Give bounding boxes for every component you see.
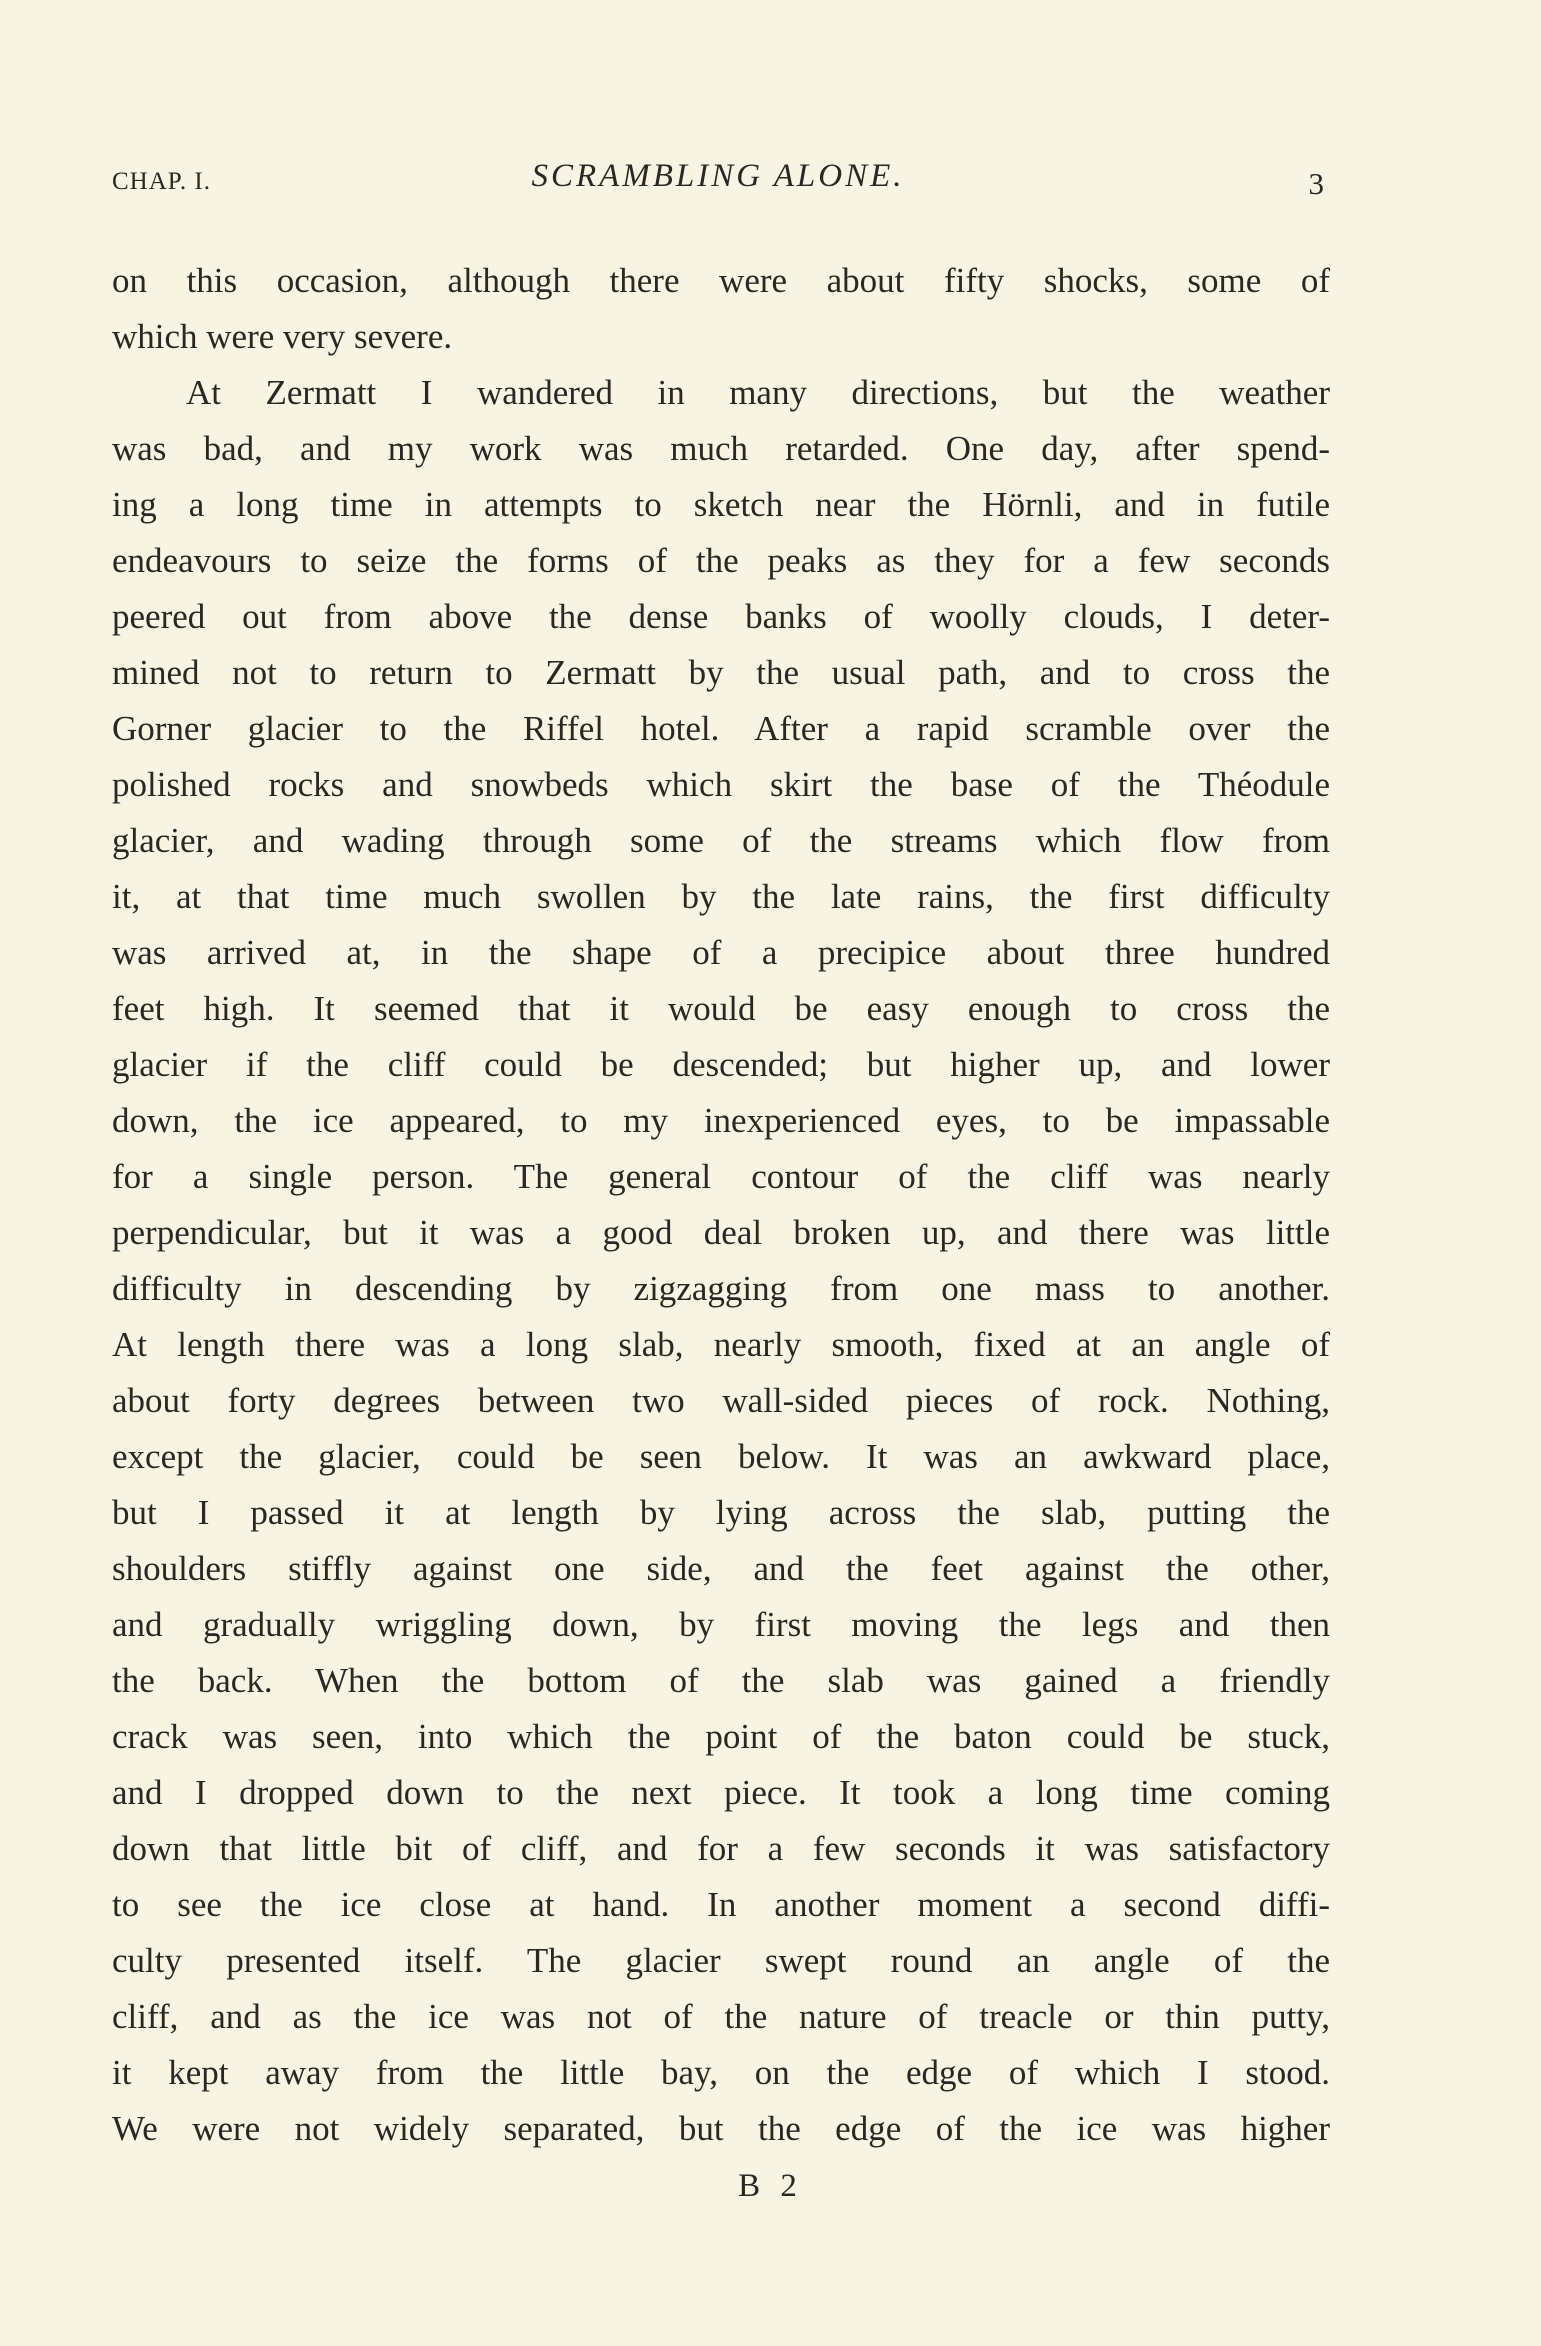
text-line: We were not widely separated, but the edge of the ice was higher: [112, 2109, 1330, 2148]
text-line: At length there was a long slab, nearly smooth, fixed at an angle of: [112, 1325, 1330, 1364]
text-line: to see the ice close at hand. In another moment a second diffi-: [112, 1885, 1330, 1924]
text-line: on this occasion, although there were about fifty shocks, some of: [112, 261, 1330, 300]
text-line: which were very severe.: [112, 317, 453, 356]
text-line: glacier if the cliff could be descended; but higher up, and lower: [112, 1045, 1330, 1084]
text-line: ing a long time in attempts to sketch near the Hörnli, and in futile: [112, 485, 1330, 524]
text-line: feet high. It seemed that it would be easy enough to cross the: [112, 989, 1330, 1028]
text-line: and I dropped down to the next piece. It took a long time coming: [112, 1773, 1330, 1812]
page-number: 3: [1308, 166, 1324, 201]
text-line: At Zermatt I wandered in many directions, but the weather: [186, 373, 1330, 412]
text-line: but I passed it at length by lying across the slab, putting the: [112, 1493, 1330, 1532]
text-line: and gradually wriggling down, by first moving the legs and then: [112, 1605, 1330, 1644]
text-line: difficulty in descending by zigzagging from one mass to another.: [112, 1269, 1330, 1308]
text-line: perpendicular, but it was a good deal broken up, and there was little: [112, 1213, 1330, 1252]
chapter-label: CHAP. I.: [112, 168, 211, 195]
text-line: glacier, and wading through some of the streams which flow from: [112, 821, 1330, 860]
text-line: down, the ice appeared, to my inexperienced eyes, to be impassable: [112, 1101, 1330, 1140]
signature-mark: B 2: [738, 2168, 803, 2204]
text-line: culty presented itself. The glacier swept round an angle of the: [112, 1941, 1330, 1980]
running-title: SCRAMBLING ALONE.: [531, 158, 905, 194]
body-text: [112, 253, 1330, 2157]
text-line: endeavours to seize the forms of the peaks as they for a few seconds: [112, 541, 1330, 580]
text-line: about forty degrees between two wall-sided pieces of rock. Nothing,: [112, 1381, 1330, 1420]
text-line: mined not to return to Zermatt by the usual path, and to cross the: [112, 653, 1330, 692]
text-line: crack was seen, into which the point of the baton could be stuck,: [112, 1717, 1330, 1756]
text-line: it, at that time much swollen by the late rains, the first difficulty: [112, 877, 1330, 916]
text-line: except the glacier, could be seen below. It was an awkward place,: [112, 1437, 1330, 1476]
text-line: was bad, and my work was much retarded. One day, after spend-: [112, 429, 1330, 468]
text-line: polished rocks and snowbeds which skirt the base of the Théodule: [112, 765, 1330, 804]
running-head: [112, 158, 1324, 206]
text-line: shoulders stiffly against one side, and the feet against the other,: [112, 1549, 1330, 1588]
text-line: for a single person. The general contour of the cliff was nearly: [112, 1157, 1330, 1196]
text-line: Gorner glacier to the Riffel hotel. After a rapid scramble over the: [112, 709, 1330, 748]
text-line: down that little bit of cliff, and for a few seconds it was satisfactory: [112, 1829, 1330, 1868]
text-line: cliff, and as the ice was not of the nature of treacle or thin putty,: [112, 1997, 1330, 2036]
text-line: the back. When the bottom of the slab was gained a friendly: [112, 1661, 1330, 1700]
text-line: was arrived at, in the shape of a precipice about three hundred: [112, 933, 1330, 972]
text-line: peered out from above the dense banks of woolly clouds, I deter-: [112, 597, 1330, 636]
text-line: it kept away from the little bay, on the edge of which I stood.: [112, 2053, 1330, 2092]
